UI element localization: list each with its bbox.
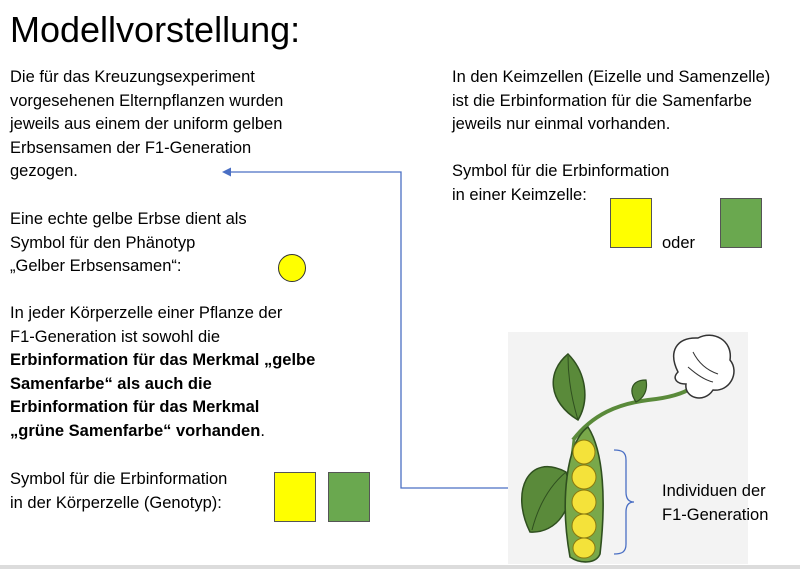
symbol-line: in einer Keimzelle:	[452, 185, 587, 204]
individuals-line: F1-Generation	[662, 505, 769, 524]
individuals-line: Individuen der	[662, 482, 766, 500]
genotype-line: Symbol für die Erbinformation	[10, 470, 228, 488]
bold-line: Samenfarbe“ als auch die	[10, 374, 212, 393]
gamete-line: ist die Erbinformation für die Samenfarbe	[452, 91, 752, 110]
page-title: Modellvorstellung:	[10, 9, 301, 50]
gamete-line: jeweils nur einmal vorhanden.	[452, 115, 671, 133]
bold-line: Erbinformation für das Merkmal „gelbe	[10, 351, 316, 369]
intro-line: jeweils aus einem der uniform gelben	[10, 115, 283, 133]
last-line-bold: „grüne Samenfarbe“ vorhanden	[10, 421, 261, 440]
symbol-line: Symbol für die Erbinformation	[452, 162, 670, 180]
intro-line: vorgesehenen Elternpflanzen wurden	[10, 91, 284, 110]
intro-line: gezogen.	[10, 162, 78, 180]
last-line-end: .	[260, 421, 265, 440]
phenotype-line: „Gelber Erbsensamen“:	[10, 257, 182, 275]
intro-line: Erbsensamen der F1-Generation	[10, 138, 252, 157]
cell-line: In jeder Körperzelle einer Pflanze der	[10, 304, 283, 322]
phenotype-line: Eine echte gelbe Erbse dient als	[10, 210, 247, 228]
cell-line: F1-Generation ist sowohl die	[10, 327, 221, 346]
bottom-divider	[0, 565, 800, 569]
intro-line: Die für das Kreuzungsexperiment	[10, 68, 255, 86]
or-label: oder	[662, 234, 696, 252]
gamete-line: In den Keimzellen (Eizelle und Samenzelle)	[452, 68, 771, 86]
bracket-shape	[612, 448, 636, 556]
individuals-label	[662, 480, 768, 527]
genotype-line: in der Körperzelle (Genotyp):	[10, 493, 222, 512]
phenotype-line: Symbol für den Phänotyp	[10, 233, 196, 252]
bold-line: Erbinformation für das Merkmal	[10, 398, 260, 416]
